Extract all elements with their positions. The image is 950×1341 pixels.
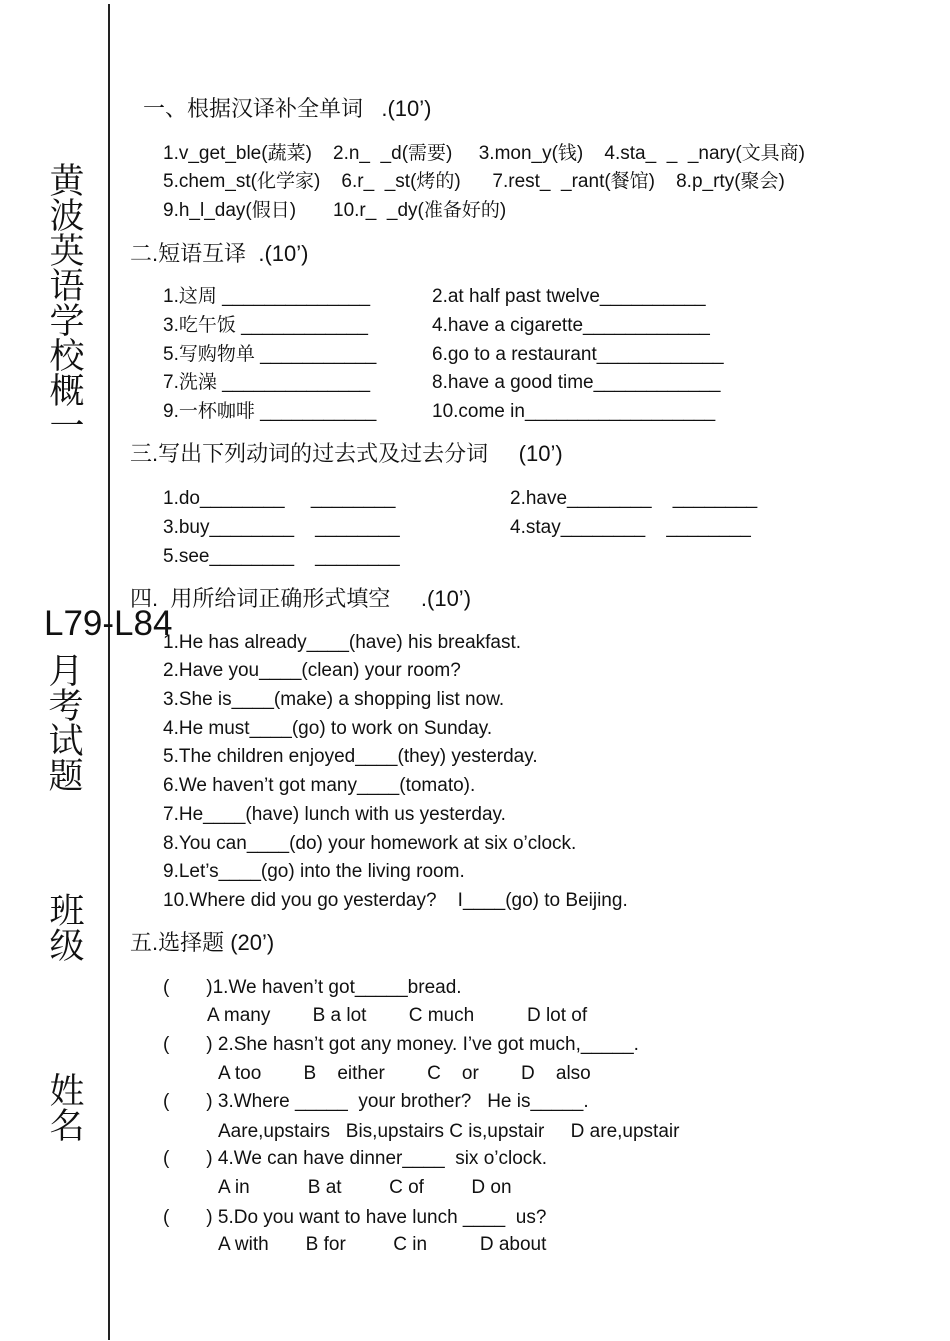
verb-item: 3.buy________ ________ <box>163 517 400 538</box>
question: ( ) 4.We can have dinner____ six o’clock. <box>163 1148 548 1169</box>
question: ( ) 5.Do you want to have lunch ____ us? <box>163 1207 547 1228</box>
section-2-heading: 二.短语互译 .(10’) <box>130 241 309 266</box>
section-4-heading: 四. 用所给词正确形式填空 .(10’) <box>130 586 472 611</box>
section-1-heading: 一、根据汉译补全单词 .(10’) <box>143 96 432 121</box>
phrase-item: 6.go to a restaurant____________ <box>432 344 724 365</box>
name-label: 姓名 <box>44 1072 84 1142</box>
section-1-line: 5.chem_st(化学家) 6.r_ _st(烤的) 7.rest_ _rant(餐馆) 8.p_rty(聚会) <box>163 171 785 192</box>
exam-subtitle: 月考试题 <box>43 652 83 792</box>
verb-item: 2.have________ ________ <box>510 488 758 509</box>
phrase-item: 10.come in__________________ <box>432 401 716 422</box>
question-options: A too B either C or D also <box>218 1063 591 1084</box>
phrase-item: 4.have a cigarette____________ <box>432 315 710 336</box>
school-title: 黄波英语学校概一 <box>44 162 84 442</box>
fill-item: 10.Where did you go yesterday? I____(go) to Beijing. <box>163 890 628 911</box>
section-1-line: 1.v_get_ble(蔬菜) 2.n_ _d(需要) 3.mon_y(钱) 4.sta_ _ _nary(文具商) <box>163 143 806 164</box>
section-3-heading: 三.写出下列动词的过去式及过去分词 (10’) <box>130 441 563 466</box>
lesson-range: L79-L84 <box>44 604 173 643</box>
fill-item: 1.He has already____(have) his breakfast. <box>163 632 522 653</box>
section-5-heading: 五.选择题 (20’) <box>130 930 275 955</box>
verb-item: 1.do________ ________ <box>163 488 396 509</box>
phrase-item: 8.have a good time____________ <box>432 372 721 393</box>
question: ( ) 3.Where _____ your brother? He is_____. <box>163 1091 589 1112</box>
fill-item: 9.Let’s____(go) into the living room. <box>163 861 465 882</box>
phrase-item: 1.这周 ______________ <box>163 286 371 307</box>
question: ( )1.We haven’t got_____bread. <box>163 977 462 998</box>
margin-divider-line <box>108 4 110 1340</box>
phrase-item: 9.一杯咖啡 ___________ <box>163 401 377 422</box>
fill-item: 3.She is____(make) a shopping list now. <box>163 689 505 710</box>
question-options: Aare,upstairs Bis,upstairs C is,upstair D are,upstair <box>218 1121 680 1142</box>
phrase-item: 2.at half past twelve__________ <box>432 286 706 307</box>
fill-item: 2.Have you____(clean) your room? <box>163 660 461 681</box>
section-1-line: 9.h_l_day(假日) 10.r_ _dy(准备好的) <box>163 200 507 221</box>
fill-item: 6.We haven’t got many____(tomato). <box>163 775 476 796</box>
fill-item: 8.You can____(do) your homework at six o’clock. <box>163 833 577 854</box>
phrase-item: 5.写购物单 ___________ <box>163 344 377 365</box>
phrase-item: 7.洗澡 ______________ <box>163 372 371 393</box>
question-options: A with B for C in D about <box>218 1234 547 1255</box>
question-options: A many B a lot C much D lot of <box>207 1005 588 1026</box>
fill-item: 7.He____(have) lunch with us yesterday. <box>163 804 506 825</box>
question: ( ) 2.She hasn’t got any money. I’ve got much,_____. <box>163 1034 639 1055</box>
phrase-item: 3.吃午饭 ____________ <box>163 315 368 336</box>
fill-item: 5.The children enjoyed____(they) yesterday. <box>163 746 538 767</box>
question-options: A in B at C of D on <box>218 1177 512 1198</box>
verb-item: 5.see________ ________ <box>163 546 400 567</box>
verb-item: 4.stay________ ________ <box>510 517 751 538</box>
class-label: 班级 <box>44 892 84 962</box>
fill-item: 4.He must____(go) to work on Sunday. <box>163 718 493 739</box>
